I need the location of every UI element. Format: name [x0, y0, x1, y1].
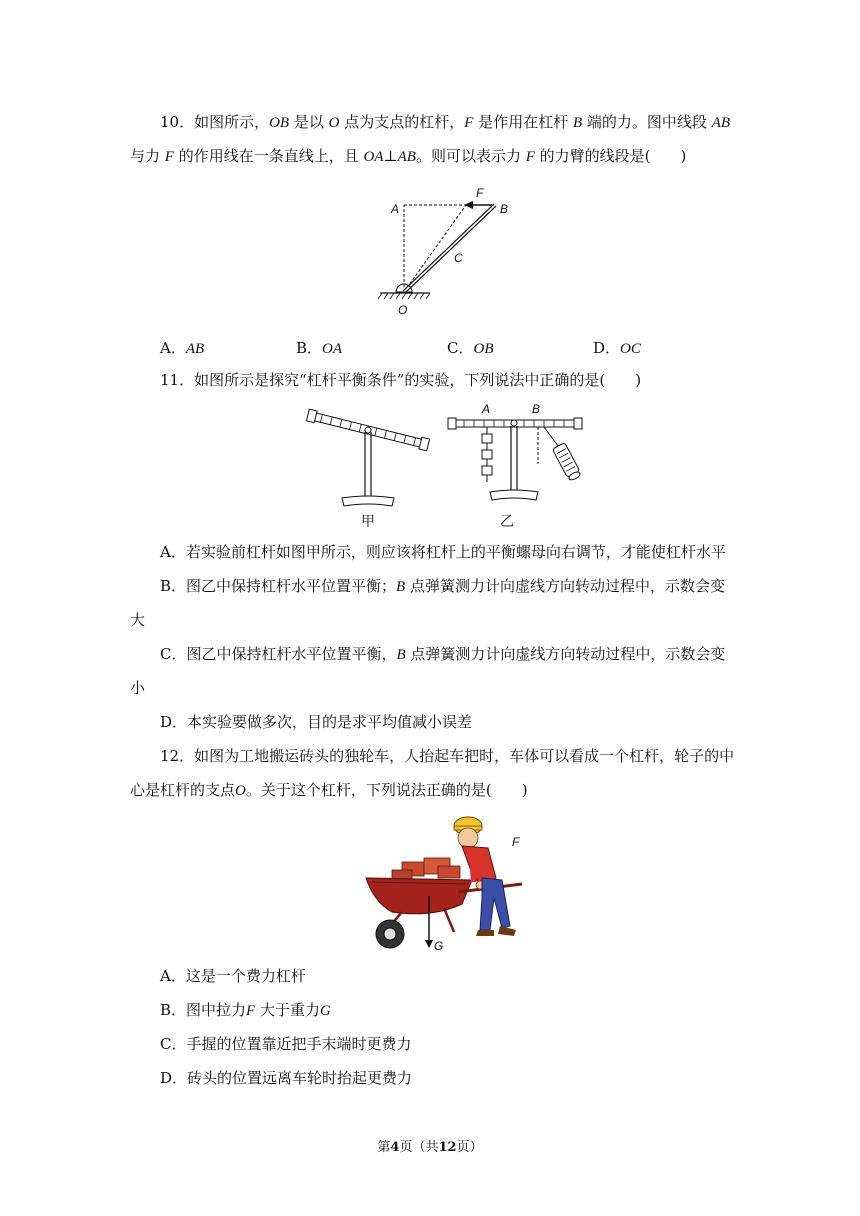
ground-hatch — [378, 293, 430, 299]
hanging-weights — [482, 427, 492, 482]
q10-option-d: D．OC — [593, 339, 641, 357]
label-jia: 甲 — [361, 514, 375, 530]
q11-option-c-line1: C．图乙中保持杠杆水平位置平衡，B 点弹簧测力计向虚线方向转动过程中，示数会变 — [160, 645, 726, 663]
label-A: A — [391, 202, 400, 216]
q12-option-a: A．这是一个费力杠杆 — [160, 967, 306, 985]
label-F: F — [476, 186, 484, 200]
q10-option-b: B．OA — [296, 339, 343, 357]
label-F: F — [512, 835, 520, 849]
stand-base — [342, 496, 394, 506]
dashed-OF — [404, 205, 466, 292]
q11-stem: 11．如图所示是探究“杠杆平衡条件”的实验，下列说法中正确的是( ) — [160, 371, 642, 389]
q10-stem-line2: 与力 F 的作用线在一条直线上，且 OA⊥AB。则可以表示力 F 的力臂的线段是( ) — [130, 147, 687, 165]
q12-stem-line2: 心是杠杆的支点O。关于这个杠杆，下列说法正确的是( ) — [130, 781, 528, 799]
q12-wheelbarrow-figure — [362, 808, 532, 958]
q11-option-a: A．若实验前杠杆如图甲所示，则应该将杠杆上的平衡螺母向右调节，才能使杠杆水平 — [160, 543, 726, 561]
lever-OB-inner — [404, 205, 495, 292]
q12-option-d: D．砖头的位置远离车轮时抬起更费力 — [160, 1069, 413, 1087]
q10-option-a: A．AB — [160, 339, 205, 357]
q11-option-d: D．本实验要做多次，目的是求平均值减小误差 — [160, 713, 473, 731]
label-G: G — [434, 939, 444, 953]
label-yi: 乙 — [500, 514, 514, 530]
q11-option-b-line2: 大 — [130, 611, 146, 629]
q10-option-c: C．OB — [447, 339, 494, 357]
label-B: B — [500, 202, 509, 216]
q11-figure-yi — [446, 402, 586, 532]
gravity-G-arrowhead — [425, 940, 433, 948]
worker — [454, 817, 516, 936]
tilted-lever — [306, 409, 429, 451]
q11-option-b-line1: B．图乙中保持杠杆水平位置平衡；B 点弹簧测力计向虚线方向转动过程中，示数会变 — [160, 577, 725, 595]
q10-lever-figure — [378, 186, 518, 317]
label-A: A — [482, 402, 491, 416]
force-F-arrowhead — [464, 201, 473, 209]
q10-stem-line1: 10．如图所示，OB 是以 O 点为支点的杠杆，F 是作用在杠杆 B 端的力。图中线段 AB — [160, 113, 731, 131]
q11-option-c-line2: 小 — [130, 679, 146, 697]
q12-option-c: C．手握的位置靠近把手末端时更费力 — [160, 1035, 412, 1053]
q11-figure-jia — [306, 402, 436, 532]
label-C: C — [454, 251, 463, 265]
label-B: B — [532, 402, 541, 416]
q12-stem-line1: 12．如图为工地搬运砖头的独轮车，人抬起车把时，车体可以看成一个杠杆，轮子的中 — [160, 747, 735, 765]
page-footer: 第4页（共12页） — [377, 1140, 483, 1155]
label-O: O — [398, 303, 408, 317]
q12-option-b: B．图中拉力F 大于重力G — [160, 1001, 331, 1019]
spring-scale — [552, 443, 582, 482]
